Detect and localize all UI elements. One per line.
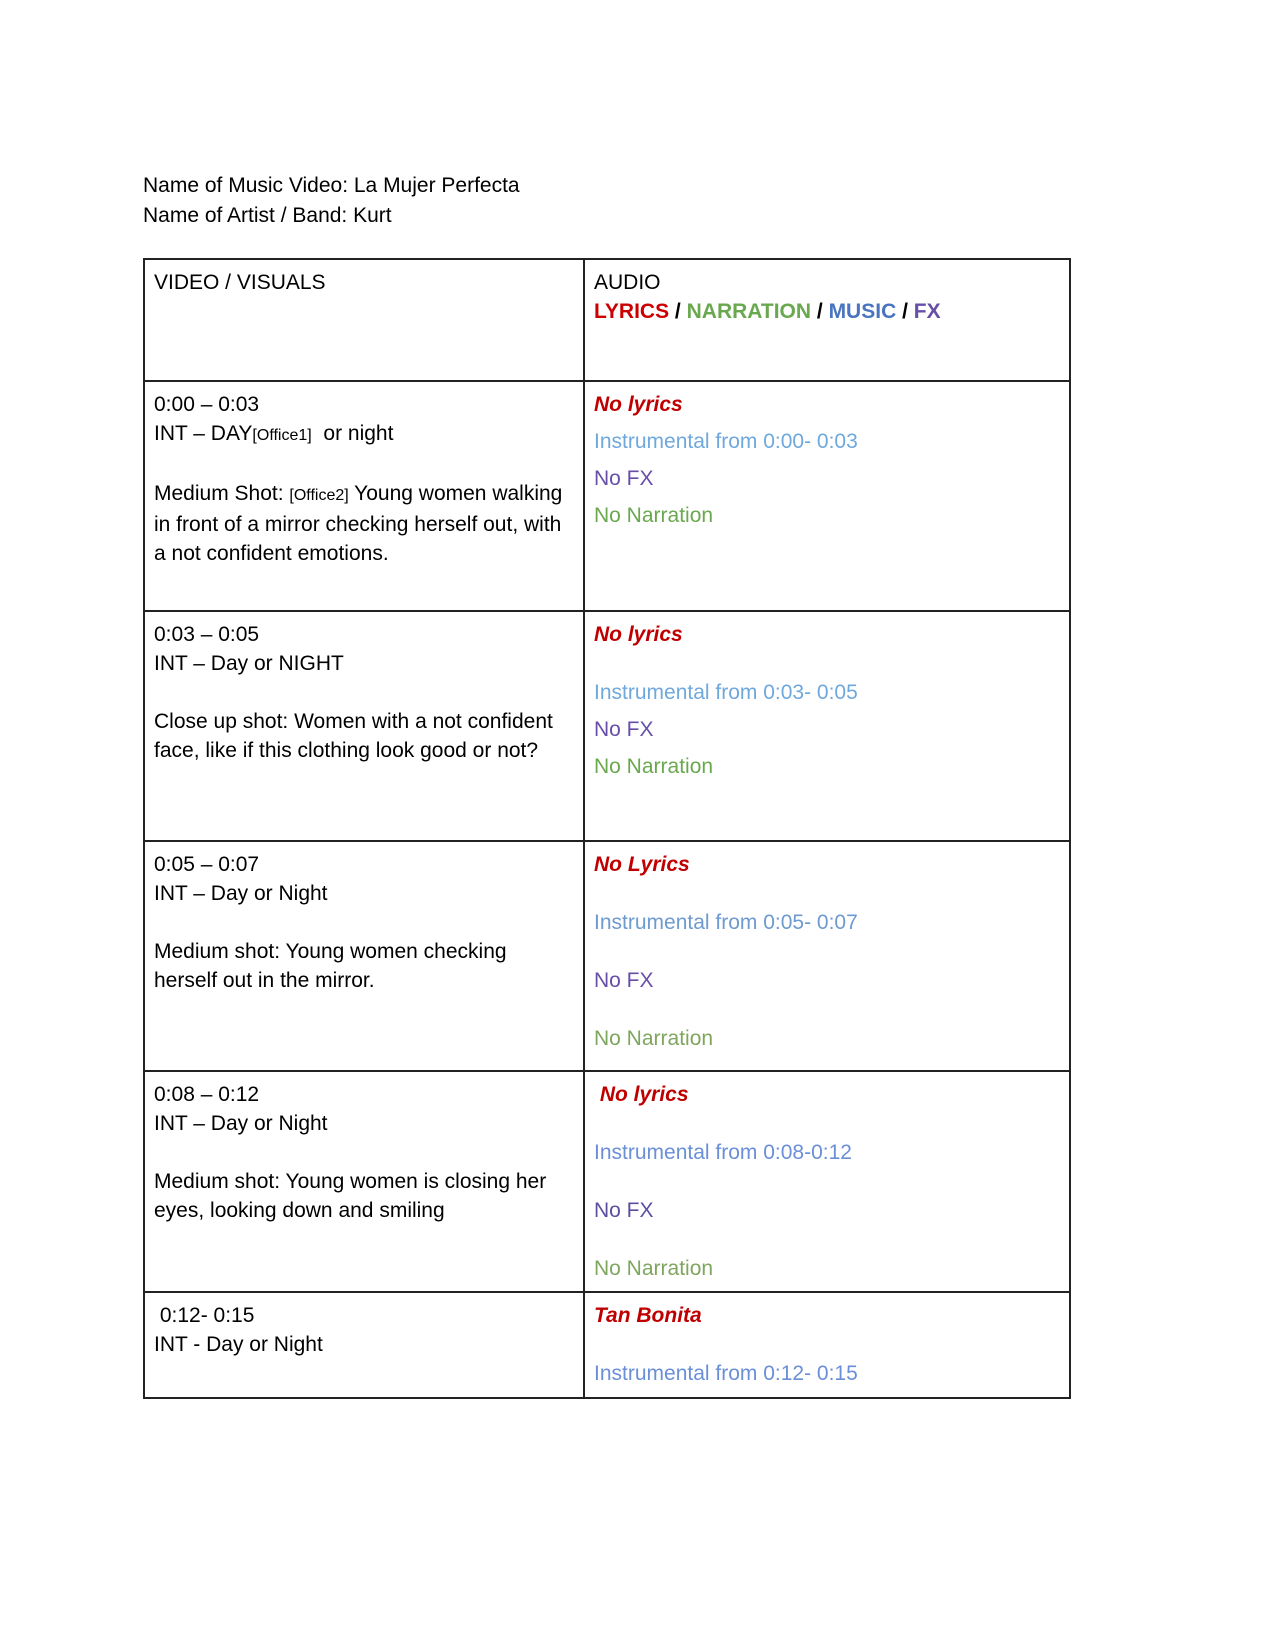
audio-header-label: AUDIO (594, 271, 661, 294)
legend-separator: / (669, 300, 687, 323)
video-column-header (144, 259, 584, 381)
comment-anchor[interactable]: [Office2] (289, 487, 349, 504)
audio-cell (584, 1071, 1070, 1292)
timecode: 0:08 – 0:12 (154, 1083, 260, 1106)
video-cell (144, 1071, 584, 1292)
lyrics-text: No lyrics (594, 1083, 689, 1106)
document-meta (143, 171, 520, 231)
music-text: Instrumental from 0:00- 0:03 (594, 430, 858, 453)
shot-description: Medium shot: Young women is closing her eyes, looking down and smiling (154, 1170, 547, 1222)
script-table (143, 258, 1071, 1399)
shot-prefix: Medium Shot: (154, 482, 290, 505)
fx-text: No FX (594, 1199, 654, 1222)
lyrics-text: No Lyrics (594, 853, 690, 876)
audio-legend (594, 297, 1060, 326)
lyrics-text: No lyrics (594, 623, 683, 646)
music-video-title: Name of Music Video: La Mujer Perfecta (143, 174, 520, 197)
lyrics-text: Tan Bonita (594, 1304, 702, 1327)
timecode: 0:12- 0:15 (154, 1304, 255, 1327)
audio-cell (584, 611, 1070, 841)
table-row (144, 1292, 1070, 1398)
legend-music: MUSIC (828, 300, 897, 323)
video-header-label: VIDEO / VISUALS (154, 271, 326, 294)
legend-separator: / (896, 300, 914, 323)
legend-fx: FX (913, 300, 941, 323)
legend-narration: NARRATION (686, 300, 812, 323)
audio-cell (584, 1292, 1070, 1398)
timecode: 0:03 – 0:05 (154, 623, 260, 646)
music-text: Instrumental from 0:03- 0:05 (594, 681, 858, 704)
timecode: 0:00 – 0:03 (154, 393, 260, 416)
music-text: Instrumental from 0:08-0:12 (594, 1141, 852, 1164)
audio-column-header (584, 259, 1070, 381)
table-row (144, 841, 1070, 1071)
artist-name: Name of Artist / Band: Kurt (143, 204, 392, 227)
setting: INT - Day or Night (154, 1333, 323, 1356)
setting (154, 419, 574, 450)
shot-description: Medium shot: Young women checking herself out in the mirror. (154, 940, 507, 992)
setting: INT – Day or NIGHT (154, 652, 344, 675)
video-cell (144, 841, 584, 1071)
setting-tail: or night (311, 422, 394, 445)
narration-text: No Narration (594, 504, 714, 527)
music-text: Instrumental from 0:05- 0:07 (594, 911, 858, 934)
lyrics-text: No lyrics (594, 393, 683, 416)
setting: INT – Day or Night (154, 1112, 328, 1135)
video-cell (144, 611, 584, 841)
comment-anchor[interactable]: [Office1] (252, 427, 312, 444)
table-row (144, 1071, 1070, 1292)
audio-cell (584, 841, 1070, 1071)
fx-text: No FX (594, 467, 654, 490)
legend-lyrics: LYRICS (594, 300, 670, 323)
table-row (144, 381, 1070, 611)
table-row (144, 611, 1070, 841)
setting-text: INT – DAY (154, 422, 253, 445)
video-cell (144, 1292, 584, 1398)
shot-description (154, 479, 574, 568)
music-text: Instrumental from 0:12- 0:15 (594, 1362, 858, 1385)
narration-text: No Narration (594, 1257, 714, 1280)
legend-separator: / (811, 300, 829, 323)
shot-description: Close up shot: Women with a not confident face, like if this clothing look good or not? (154, 710, 553, 762)
table-header-row (144, 259, 1070, 381)
fx-text: No FX (594, 969, 654, 992)
narration-text: No Narration (594, 755, 714, 778)
audio-cell (584, 381, 1070, 611)
shot-text: Young women walking in front of a mirror checking herself out, with a not confident emotions. (154, 482, 563, 565)
setting: INT – Day or Night (154, 882, 328, 905)
fx-text: No FX (594, 718, 654, 741)
narration-text: No Narration (594, 1027, 714, 1050)
timecode: 0:05 – 0:07 (154, 853, 260, 876)
video-cell (144, 381, 584, 611)
